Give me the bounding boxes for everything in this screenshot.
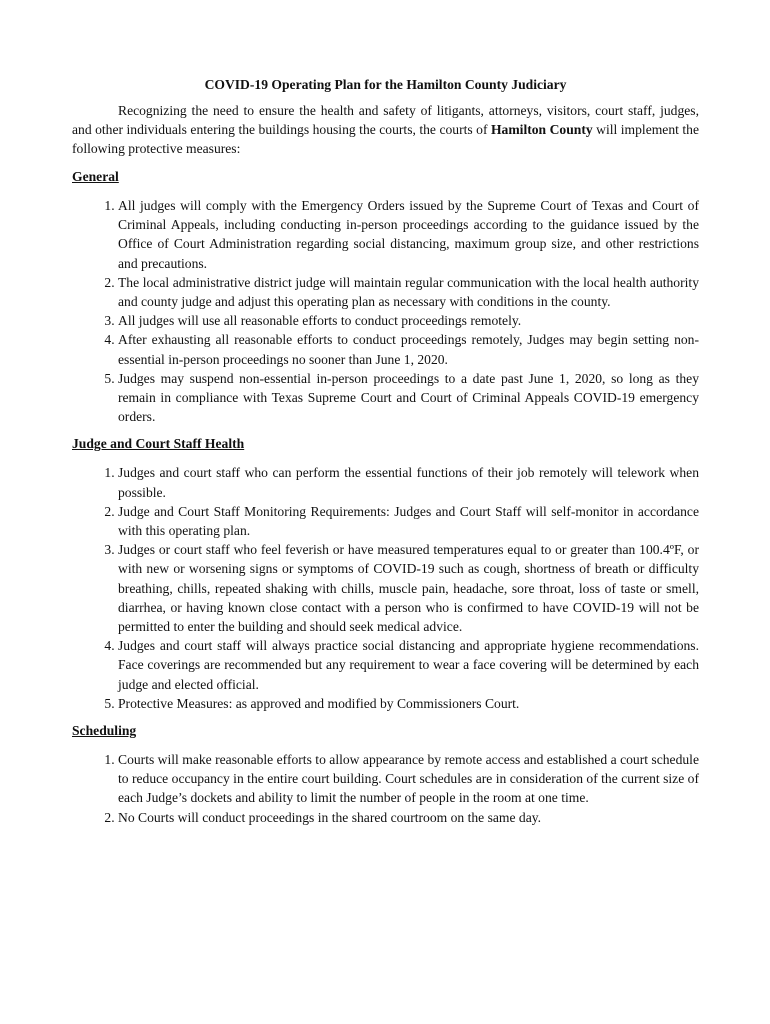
intro-text-after: will implement the following protective measures: xyxy=(72,122,700,156)
list-item: 1. All judges will comply with the Emergency Orders issued by the Supreme Court of Texas and Court of Criminal Appeals, including conducting in-person proceedings according to the guidance issued by the Office of Court Administration regarding social distancing, maximum group size, and other restrictions and precautions. xyxy=(118,196,699,273)
list-item: 2. No Courts will conduct proceedings in the shared courtroom on the same day. xyxy=(118,808,699,827)
section-heading-general: General xyxy=(72,169,119,184)
intro-county-name: Hamilton County xyxy=(490,122,593,137)
list-item: 2. The local administrative district judge will maintain regular communication with the local health authority and county judge and adjust this operating plan as necessary with conditions in the county. xyxy=(118,273,699,311)
intro-text-before: Recognizing the need to ensure the health and safety of litigants, attorneys, visitors, court staff, judges, and other individuals entering the buildings housing the courts, the courts of xyxy=(72,103,699,137)
list-item: 4. Judges and court staff will always practice social distancing and appropriate hygiene recommendations. Face coverings are recommended but any requirement to wear a face covering will be determined by each judge and elected official. xyxy=(118,636,699,694)
list-item: 3. Judges or court staff who feel feverish or have measured temperatures equal to or greater than 100.4ºF, or with new or worsening signs or symptoms of COVID-19 such as cough, shortness of breath or difficulty breathing, chills, repeated shaking with chills, muscle pain, headache, sore throat, loss of taste or smell, diarrhea, or having known close contact with a person who is confirmed to have COVID-19 will not be permitted to enter the building and should seek medical advice. xyxy=(118,540,699,636)
section-heading-scheduling: Scheduling xyxy=(72,723,137,739)
list-item: 4. After exhausting all reasonable efforts to conduct proceedings remotely, Judges may begin setting non-essential in-person proceedings no sooner than June 1, 2020. xyxy=(118,330,699,368)
list-item: 5. Judges may suspend non-essential in-person proceedings to a date past June 1, 2020, so long as they remain in compliance with Texas Supreme Court and Court of Criminal Appeals COVID-19 emergency orders. xyxy=(118,369,699,427)
list-item: 3. All judges will use all reasonable efforts to conduct proceedings remotely. xyxy=(118,311,699,330)
list-item: 1. Courts will make reasonable efforts to allow appearance by remote access and established a court schedule to reduce occupancy in the entire court building. Court schedules are in consideration of the current size of each Judge’s dockets and ability to limit the number of people in the room at one time. xyxy=(118,750,699,808)
general-list xyxy=(72,196,699,426)
intro-paragraph xyxy=(72,101,699,158)
list-item: 2. Judge and Court Staff Monitoring Requirements: Judges and Court Staff will self-monitor in accordance with this operating plan. xyxy=(118,502,699,540)
section-heading-health: Judge and Court Staff Health xyxy=(72,436,245,452)
list-item: 5. Protective Measures: as approved and modified by Commissioners Court. xyxy=(118,694,699,713)
scheduling-list xyxy=(72,750,699,827)
health-list xyxy=(72,463,699,713)
document-title: COVID-19 Operating Plan for the Hamilton County Judiciary xyxy=(204,77,567,92)
list-item: 1. Judges and court staff who can perform the essential functions of their job remotely will telework when possible. xyxy=(118,463,699,501)
